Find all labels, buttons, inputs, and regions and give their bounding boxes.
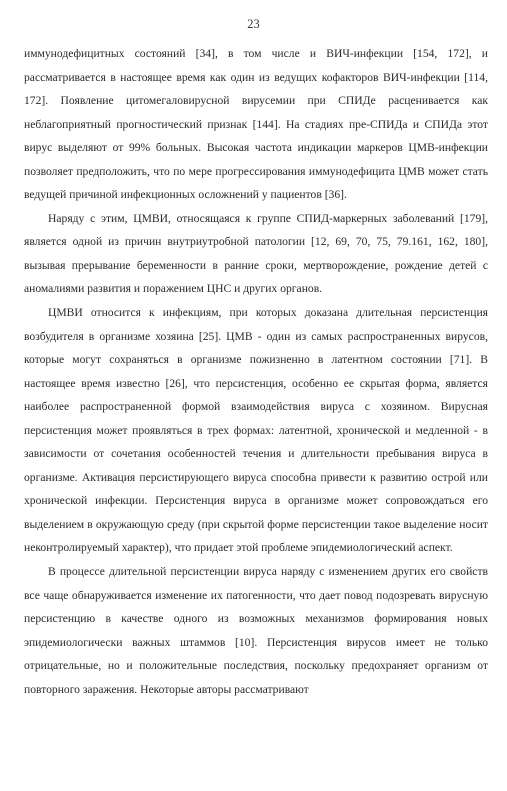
body-text bbox=[24, 42, 488, 701]
paragraph: Наряду с этим, ЦМВИ, относящаяся к группе СПИД-маркерных заболеваний [179], является одной из причин внутриутробной патологии [12, 69, 70, 75, 79.161, 162, 180], вызывая прерывание беременности в ранние сроки, мертворождение, рождение детей с аномалиями развития и поражением ЦНС и других органов. bbox=[24, 211, 488, 296]
paragraph: ЦМВИ относится к инфекциям, при которых доказана длительная персистенция возбудителя в организме хозяина [25]. ЦМВ - один из самых распространенных вирусов, которые могут сохраняться в организме пожизненно в латентном состоянии [71]. В настоящее время известно [26], что персистенция, особенно ее скрытая форма, является наиболее распространенной формой взаимодействия вируса с хозяином. Вирусная персистенция может проявляться в трех формах: латентной, хронической и медленной - в зависимости от сочетания особенностей течения и длительности пребывания вируса в организме. Активация персистирующего вируса способна привести к развитию острой или хронической инфекции. Персистенция вируса в организме может сопровождаться его выделением в окружающую среду (при скрытой форме персистенции такое выделение носит неконтролируемый характер), что придает этой проблеме эпидемиологический аспект. bbox=[24, 306, 488, 555]
page-number: 23 bbox=[247, 17, 260, 31]
paragraph: В процессе длительной персистенции вируса наряду с изменением других его свойств все чаще обнаруживается изменение их патогенности, что дает повод подозревать вирусную персистенцию в качестве одного из возможных механизмов формирования новых эпидемиологически важных штаммов [10]. Персистенция вирусов имеет не только отрицательные, но и положительные последствия, поскольку предохраняет организм от повторного заражения. Некоторые авторы рассматривают bbox=[24, 565, 488, 696]
paragraph: иммунодефицитных состояний [34], в том числе и ВИЧ-инфекции [154, 172], и рассматривается в настоящее время как один из ведущих кофакторов ВИЧ-инфекции [114, 172]. Появление цитомегаловирусной вирусемии при СПИДе расценивается как неблагоприятный прогностический признак [144]. На стадиях пре-СПИДа и СПИДа этот вирус выделяют от 99% больных. Высокая частота индикации маркеров ЦМВ-инфекции позволяет предположить, что по мере прогрессирования иммунодефицита ЦМВ может стать ведущей причиной инфекционных осложнений у пациентов [36]. bbox=[24, 47, 488, 202]
